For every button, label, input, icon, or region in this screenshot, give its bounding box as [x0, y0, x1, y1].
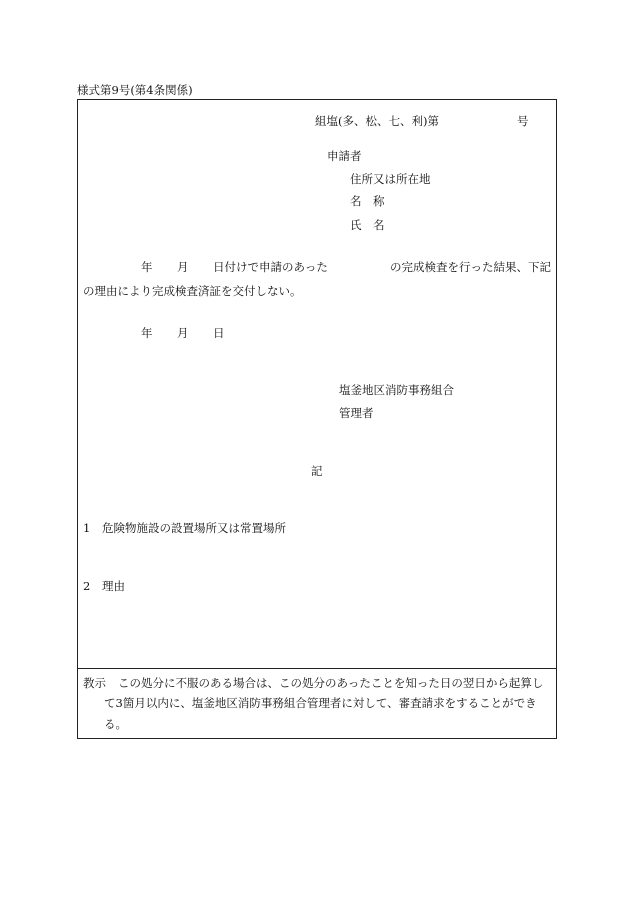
notice-line-2: て3箇月以内に、塩釜地区消防事務組合管理者に対して、審査請求をすることができ [104, 696, 537, 710]
notice-line-3: る。 [104, 717, 127, 731]
notice-divider [77, 668, 557, 669]
notice-line-1: この処分に不服のある場合は、この処分のあったことを知った日の翌日から起算し [118, 676, 544, 690]
body-day-clause: 日付けで申請のあった [213, 260, 328, 274]
item-label-location: 危険物施設の設置場所又は常置場所 [102, 521, 286, 535]
body-line-2: の理由により完成検査済証を交付しない。 [83, 284, 302, 298]
item-number: 1 [83, 521, 91, 535]
ki-heading: 記 [311, 464, 323, 478]
reference-suffix: 号 [517, 114, 529, 128]
applicant-name-label: 名 称 [350, 194, 385, 208]
item-number: 2 [83, 579, 91, 593]
form-frame [77, 99, 557, 739]
body-year: 年 [141, 260, 153, 274]
item-label-reason: 理由 [102, 579, 125, 593]
body-clause-after-blank: の完成検査を行った結果、下記 [390, 260, 551, 274]
reference-prefix: 組塩(多、松、七、利)第 [315, 114, 439, 128]
applicant-person-label: 氏 名 [350, 218, 385, 232]
issuer-title: 管理者 [339, 406, 374, 420]
applicant-address-label: 住所又は所在地 [350, 172, 431, 186]
form-number: 様式第9号(第4条関係) [77, 83, 193, 97]
date-month: 月 [177, 326, 189, 340]
date-day: 日 [213, 326, 225, 340]
date-year: 年 [141, 326, 153, 340]
issuer-organization: 塩釜地区消防事務組合 [339, 383, 454, 397]
notice-label: 教示 [83, 676, 106, 690]
body-month: 月 [177, 260, 189, 274]
applicant-heading: 申請者 [327, 149, 362, 163]
